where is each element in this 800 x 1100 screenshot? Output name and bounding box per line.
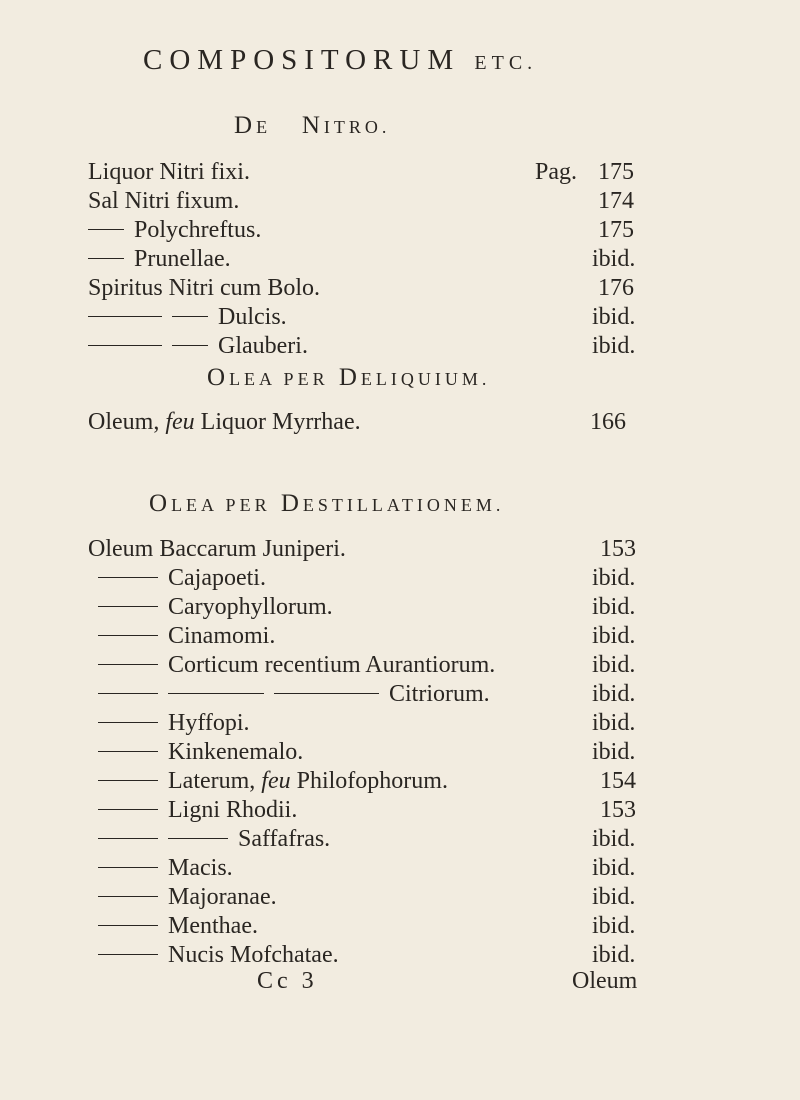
list-item	[0, 736, 800, 768]
page-number: ibid.	[592, 304, 636, 330]
ditto-dash	[98, 838, 158, 839]
entry-label: Ligni Rhodii.	[168, 797, 298, 823]
page-number: ibid.	[592, 913, 636, 939]
entry-label: Saffafras.	[238, 826, 331, 852]
entry-label: Cajapoeti.	[168, 565, 266, 591]
running-head-suffix: ETC.	[474, 52, 538, 74]
page-number: 174	[598, 188, 634, 214]
page-number: ibid.	[592, 623, 636, 649]
running-head-main: COMPOSITORUM	[143, 44, 461, 76]
ditto-dash	[98, 577, 158, 578]
list-item	[0, 156, 800, 188]
title-cap: O	[149, 490, 172, 517]
entry-label: Hyffopi.	[168, 710, 250, 736]
page-number: ibid.	[592, 942, 636, 968]
entry-italic: feu	[165, 409, 195, 435]
list-item	[0, 620, 800, 652]
page-number: 175	[598, 159, 634, 185]
list-item	[0, 823, 800, 855]
section-title-destillationem	[149, 490, 504, 518]
ditto-dash	[98, 635, 158, 636]
page-number: ibid.	[592, 681, 636, 707]
entry-label: Oleum	[88, 409, 154, 435]
ditto-dash	[98, 664, 158, 665]
title-cap: D	[338, 364, 361, 391]
entry-label: Liquor Nitri fixi.	[88, 159, 250, 185]
entry-label: Nucis Mofchatae.	[168, 942, 339, 968]
list-item	[0, 794, 800, 826]
list-item	[0, 707, 800, 739]
page-number: ibid.	[592, 594, 636, 620]
list-item	[0, 591, 800, 623]
list-item	[0, 330, 800, 362]
ditto-dash	[88, 229, 124, 230]
list-item	[0, 272, 800, 304]
ditto-dash	[168, 693, 264, 694]
list-item	[0, 301, 800, 333]
running-head	[143, 44, 743, 77]
section-title-deliquium	[207, 364, 490, 392]
entry-label: Menthae.	[168, 913, 258, 939]
title-smallcaps: ESTILLATIONEM.	[302, 495, 505, 515]
title-cap: N	[301, 112, 324, 139]
entry-label: Citriorum.	[389, 681, 490, 707]
page-number: ibid.	[592, 739, 636, 765]
page-number: 153	[600, 536, 636, 562]
entry-label: Cinamomi.	[168, 623, 276, 649]
title-cap: D	[234, 112, 257, 139]
pag-label: Pag.	[535, 159, 577, 185]
catchword: Oleum	[572, 968, 638, 994]
entry-label: Laterum	[168, 768, 250, 794]
list-item	[0, 881, 800, 913]
ditto-dash	[98, 722, 158, 723]
page-number: 175	[598, 217, 634, 243]
page-number: 154	[600, 768, 636, 794]
list-item	[0, 214, 800, 246]
ditto-dash	[98, 780, 158, 781]
ditto-dash	[88, 258, 124, 259]
list-item	[0, 185, 800, 217]
ditto-dash	[98, 896, 158, 897]
title-cap: D	[280, 490, 303, 517]
title-smallcaps: LEA PER	[171, 495, 271, 515]
list-item	[0, 939, 800, 971]
ditto-dash	[98, 867, 158, 868]
entry-label: Sal Nitri fixum.	[88, 188, 240, 214]
entry-label: Corticum recentium Aurantiorum.	[168, 652, 496, 678]
list-item	[0, 649, 800, 681]
entry-label: Philofophorum.	[296, 768, 448, 794]
entry-label: Polychreftus.	[134, 217, 262, 243]
title-cap: O	[207, 364, 230, 391]
entry-italic: feu	[261, 768, 291, 794]
entry-label: Macis.	[168, 855, 233, 881]
ditto-dash	[168, 838, 228, 839]
page-number: ibid.	[592, 826, 636, 852]
entry-label: Spiritus Nitri cum Bolo.	[88, 275, 321, 301]
page-number: 153	[600, 797, 636, 823]
entry-label: Majoranae.	[168, 884, 277, 910]
page-number: 176	[598, 275, 634, 301]
page-number: ibid.	[592, 333, 636, 359]
entry-label: Oleum Baccarum Juniperi.	[88, 536, 346, 562]
page-number: ibid.	[592, 565, 636, 591]
page-number: 166	[590, 409, 626, 435]
ditto-dash	[98, 606, 158, 607]
ditto-dash	[98, 809, 158, 810]
entry-label: Caryophyllorum.	[168, 594, 333, 620]
list-item	[0, 243, 800, 275]
ditto-dash	[172, 345, 208, 346]
page-number: ibid.	[592, 884, 636, 910]
title-smallcaps: ELIQUIUM.	[360, 369, 491, 389]
list-item	[0, 910, 800, 942]
entry-label: Dulcis.	[218, 304, 287, 330]
list-item	[0, 765, 800, 797]
list-item	[0, 678, 800, 710]
list-item	[0, 562, 800, 594]
page-number: ibid.	[592, 710, 636, 736]
list-item	[0, 533, 800, 565]
signature-mark: Cc 3	[257, 968, 318, 994]
entry-separator: ,	[249, 768, 256, 794]
ditto-dash	[98, 954, 158, 955]
entry-label: Kinkenemalo.	[168, 739, 304, 765]
title-smallcaps: LEA PER	[229, 369, 329, 389]
entry-label: Glauberi.	[218, 333, 308, 359]
ditto-dash	[98, 925, 158, 926]
list-item	[0, 852, 800, 884]
entry-separator: ,	[153, 409, 160, 435]
entry-label: Liquor Myrrhae.	[200, 409, 361, 435]
ditto-dash	[98, 751, 158, 752]
page-number: ibid.	[592, 855, 636, 881]
title-smallcaps: ITRO.	[323, 117, 391, 137]
title-smallcaps: E	[256, 117, 272, 137]
page-number: ibid.	[592, 652, 636, 678]
ditto-dash	[98, 693, 158, 694]
section-title-de-nitro	[234, 112, 390, 140]
ditto-dash	[88, 316, 162, 317]
list-item	[0, 406, 800, 438]
entry-label: Prunellae.	[134, 246, 231, 272]
ditto-dash	[88, 345, 162, 346]
page-number: ibid.	[592, 246, 636, 272]
ditto-dash	[274, 693, 379, 694]
ditto-dash	[172, 316, 208, 317]
